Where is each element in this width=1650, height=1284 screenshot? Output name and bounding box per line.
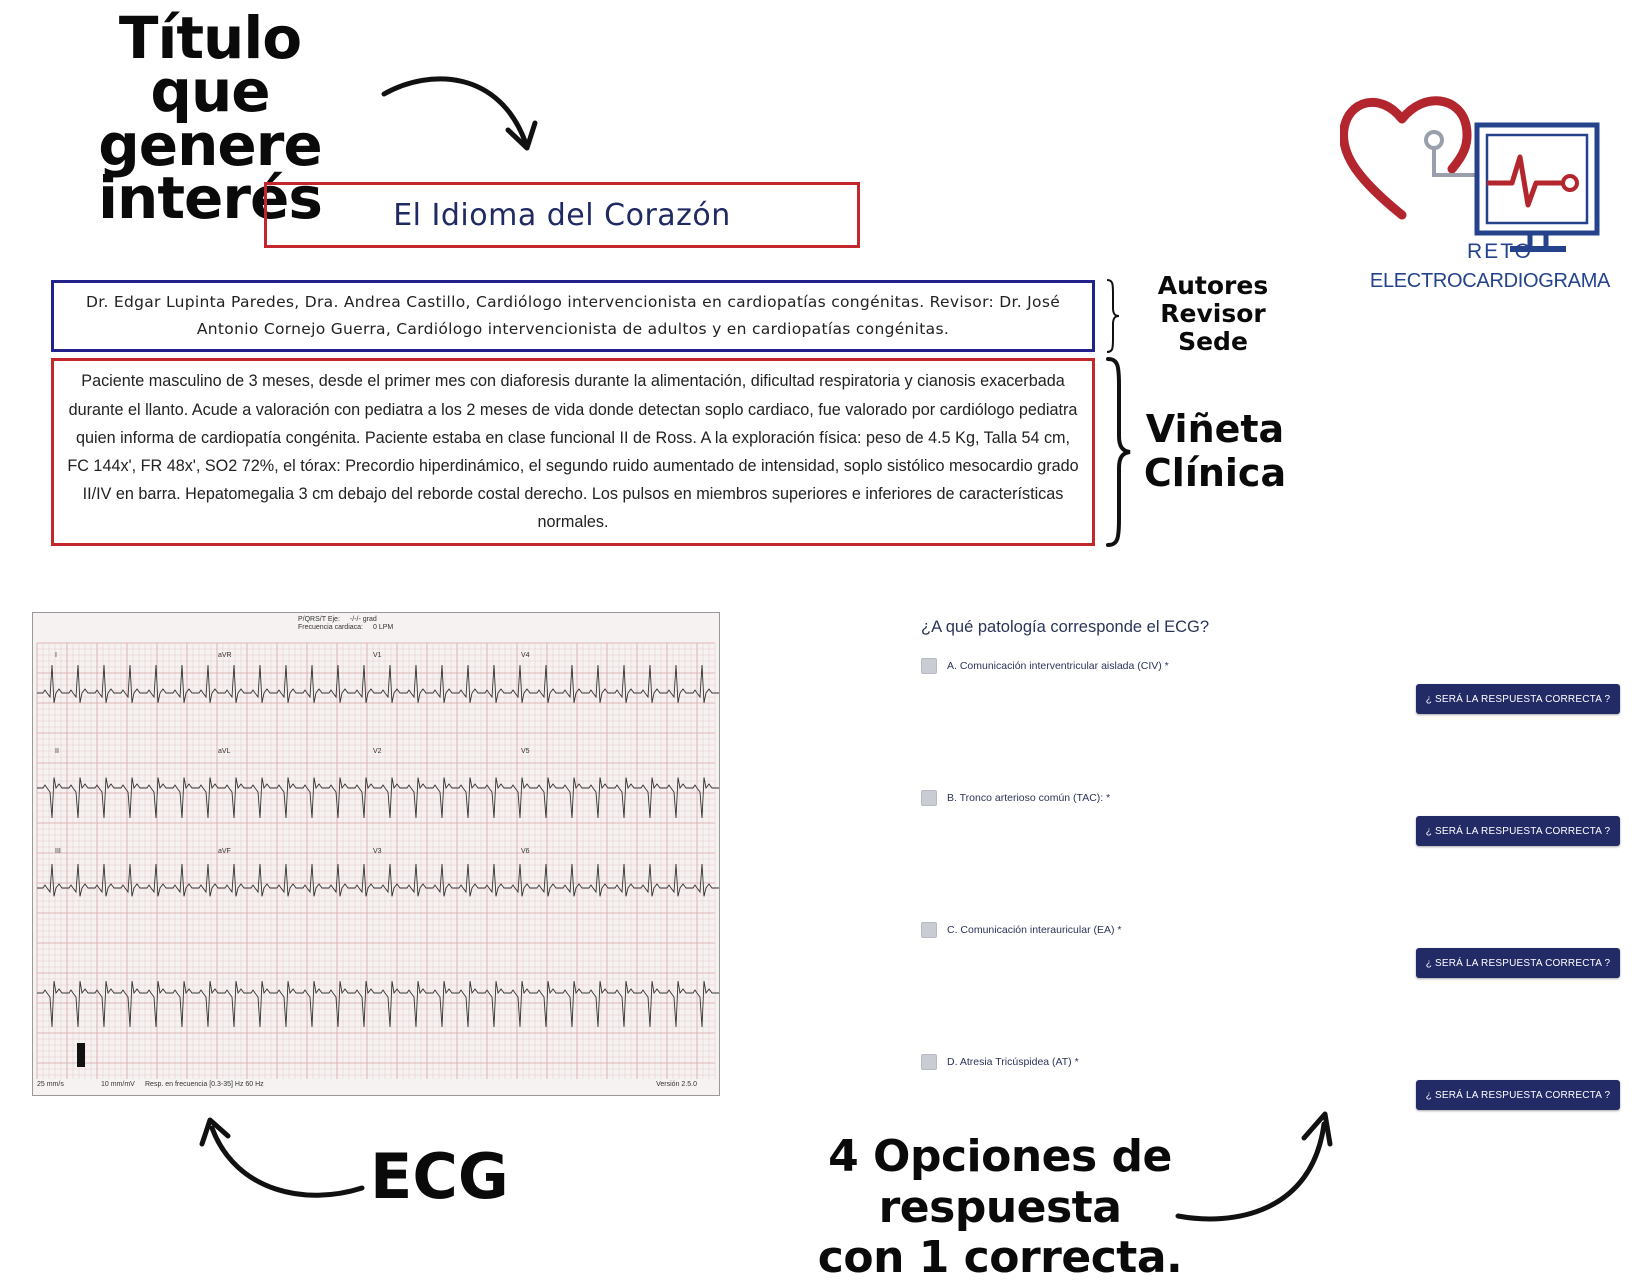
- authors-hint-line: Revisor: [1160, 299, 1266, 328]
- option-checkbox[interactable]: [921, 922, 937, 938]
- authors-brace: [1104, 278, 1122, 354]
- case-title: El Idioma del Corazón: [393, 197, 731, 233]
- options-hint-line: 4 Opciones de respuesta: [828, 1131, 1172, 1233]
- ecg-trace: [37, 778, 719, 819]
- option-c-label: C. Comunicación interauricular (EA) *: [947, 924, 1122, 936]
- ecg-arrow: [196, 1110, 366, 1210]
- vignette-hint: [1140, 408, 1290, 495]
- ecg-header-label: Frecuencia cardiaca:: [298, 624, 363, 632]
- ecg-footer-filter: Resp. en frecuencia [0.3-35] Hz 60 Hz: [145, 1081, 264, 1088]
- vignette-hint-line: Viñeta: [1145, 407, 1285, 451]
- option-d-label: D. Atresia Tricúspidea (AT) *: [947, 1056, 1079, 1068]
- ecg-lead-label: V6: [521, 848, 530, 855]
- options-hint-line: con 1 correcta.: [817, 1232, 1183, 1284]
- ecg-lead-label: V2: [373, 748, 382, 755]
- ecg-lead-label: III: [55, 848, 61, 855]
- authors-box: [51, 280, 1095, 352]
- option-checkbox[interactable]: [921, 790, 937, 806]
- authors-hint-line: Sede: [1178, 327, 1248, 356]
- option-checkbox[interactable]: [921, 1054, 937, 1070]
- question-text: ¿A qué patología corresponde el ECG?: [921, 618, 1210, 636]
- options-arrow: [1172, 1104, 1342, 1224]
- check-answer-c-button[interactable]: ¿ SERÁ LA RESPUESTA CORRECTA ?: [1416, 948, 1620, 978]
- ecg-footer-version: Versión 2.5.0: [656, 1081, 697, 1088]
- ecg-header-value: -/-/- grad: [349, 616, 377, 623]
- option-checkbox[interactable]: [921, 658, 937, 674]
- ecg-lead-label: V3: [373, 848, 382, 855]
- ecg-lead-label: I: [55, 652, 57, 659]
- option-a-label: A. Comunicación interventricular aislada (CIV) *: [947, 660, 1169, 672]
- ecg-lead-label: V1: [373, 652, 382, 659]
- ecg-footer-gain: 10 mm/mV: [101, 1081, 135, 1088]
- title-hint-line: Título: [118, 4, 302, 72]
- ecg-lead-label: aVR: [218, 652, 232, 659]
- ecg-lead-label: aVF: [218, 848, 231, 855]
- authors-hint-line: Autores: [1157, 271, 1269, 300]
- vignette-hint-line: Clínica: [1143, 450, 1287, 495]
- ecg-hint: ECG: [370, 1140, 509, 1213]
- option-c[interactable]: [921, 922, 1121, 938]
- check-answer-b-button[interactable]: ¿ SERÁ LA RESPUESTA CORRECTA ?: [1416, 816, 1620, 846]
- title-arrow: [380, 68, 550, 168]
- ecg-trace: [37, 981, 719, 1027]
- case-title-box: [264, 182, 860, 248]
- option-b-label: B. Tronco arterioso común (TAC): *: [947, 792, 1111, 804]
- ecg-header-value: 0 LPM: [372, 624, 394, 632]
- ecg-lead-label: V5: [521, 748, 530, 755]
- option-a[interactable]: [921, 658, 1169, 674]
- ecg-footer: [33, 1081, 719, 1093]
- ecg-trace: [37, 864, 719, 896]
- logo-text-reto: RETO: [1467, 240, 1533, 263]
- title-hint-line: que genere: [98, 57, 322, 179]
- option-d[interactable]: [921, 1054, 1079, 1070]
- authors-hint: [1148, 272, 1278, 356]
- clinical-vignette-box: [51, 358, 1095, 546]
- option-b[interactable]: [921, 790, 1110, 806]
- authors-text: Dr. Edgar Lupinta Paredes, Dra. Andrea Castillo, Cardiólogo intervencionista en cardiopatías congénitas. Revisor: Dr. José Antonio Cornejo Guerra, Cardiólogo intervencionista de adultos y en cardiopatías congénitas.: [85, 292, 1061, 338]
- ecg-lead-label: V4: [521, 652, 530, 659]
- clinical-vignette-text: Paciente masculino de 3 meses, desde el primer mes con diaforesis durante la alimentación, dificultad respiratoria y cianosis exacerbada durante el llanto. Acude a valoración con pediatra a los 2 meses de vida donde detectan soplo cardiaco, fue valorado por cardiólogo pediatra quien informa de cardiopatía congénita. Paciente estaba en clase funcional II de Ross. A la exploración física: peso de 4.5 Kg, Talla 54 cm, FC 144x', FR 48x', SO2 72%, el tórax: Precordio hiperdinámico, el segundo ruido aumentado de intensidad, soplo sistólico mesocardio grado II/IV en barra. Hepatomegalia 3 cm debajo del reborde costal derecho. Los pulsos en miembros superiores e inferiores de características normales.: [67, 372, 1079, 532]
- ecg-grid-minor: [37, 643, 715, 1079]
- check-answer-a-button[interactable]: ¿ SERÁ LA RESPUESTA CORRECTA ?: [1416, 684, 1620, 714]
- ecg-image: [32, 612, 720, 1096]
- ecg-header-label: P/QRS/T Eje:: [298, 616, 340, 623]
- title-hint-line: interés: [98, 164, 322, 233]
- ecg-grid-major: [37, 643, 715, 1079]
- ecg-lead-label: aVL: [218, 748, 231, 755]
- vignette-brace: [1104, 356, 1134, 548]
- check-answer-d-button[interactable]: ¿ SERÁ LA RESPUESTA CORRECTA ?: [1416, 1080, 1620, 1110]
- ecg-calibration-mark: [77, 1043, 85, 1067]
- ecg-lead-label: II: [55, 748, 59, 755]
- ecg-footer-speed: 25 mm/s: [37, 1081, 64, 1088]
- ecg-tracing: [33, 613, 719, 1095]
- reto-ecg-logo-icon: [1340, 60, 1630, 300]
- logo-text-electrocardiograma: ELECTROCARDIOGRAMA: [1369, 270, 1611, 292]
